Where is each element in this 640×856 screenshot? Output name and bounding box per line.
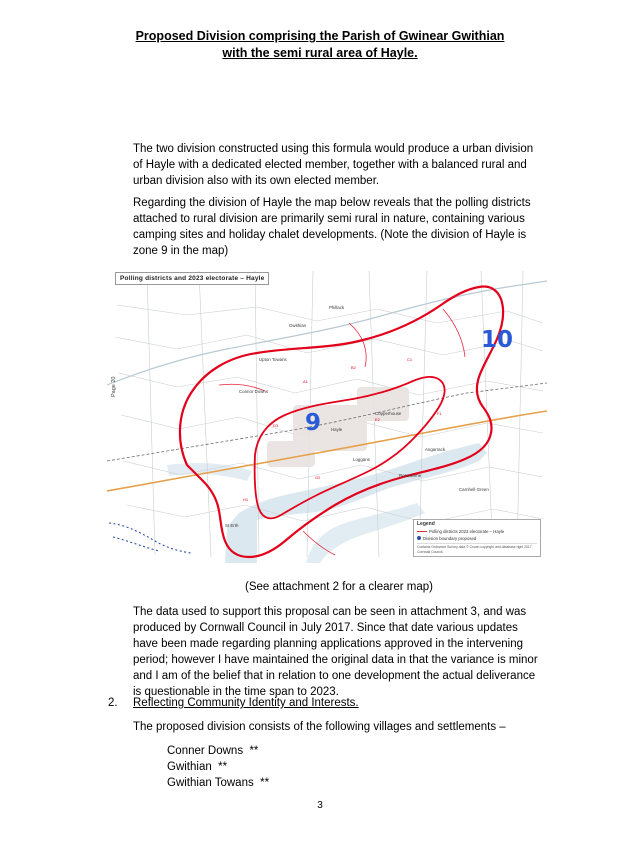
svg-text:A1: A1 (303, 379, 308, 384)
paragraph-4-text: The proposed division consists of the following villages and settlements – (133, 721, 506, 733)
legend-item-2: Division boundary proposed (423, 535, 477, 541)
svg-text:E2: E2 (375, 417, 380, 422)
list-item: Gwithian ** (167, 761, 228, 773)
svg-text:Phillack: Phillack (329, 305, 345, 310)
paragraph-2 (133, 195, 545, 271)
svg-text:Gwithian: Gwithian (289, 323, 307, 328)
legend-footer: Contains Ordnance Survey data © Crown copyright and database right 2017. Cornwall Council. (417, 543, 537, 554)
svg-text:G2: G2 (315, 475, 321, 480)
paragraph-1 (133, 141, 545, 201)
svg-text:Carnhell Green: Carnhell Green (459, 487, 489, 492)
list-item: Gwithian Towans ** (167, 777, 270, 789)
legend-title: Legend (417, 520, 435, 527)
svg-text:B2: B2 (351, 365, 356, 370)
section-heading-text: Reflecting Community Identity and Interests. (133, 697, 359, 709)
page-number: 3 (317, 800, 323, 811)
svg-text:Connor Downs: Connor Downs (239, 389, 269, 394)
map-title-label: Polling districts and 2023 electorate – Hayle (115, 272, 269, 285)
map-figure (106, 264, 548, 564)
villages-list (167, 743, 269, 791)
legend-item-1: Polling districts 2023 electorate – Hayle (429, 529, 505, 535)
svg-text:C1: C1 (407, 357, 413, 362)
svg-text:D3: D3 (273, 423, 279, 428)
zone-label-10: 10 (481, 327, 514, 353)
document-page (0, 28, 640, 856)
legend-row-boundary (417, 529, 537, 535)
svg-text:Upton Towans: Upton Towans (259, 357, 287, 362)
legend-line-swatch-icon (417, 531, 427, 532)
svg-text:H1: H1 (243, 497, 249, 502)
list-item: Conner Downs ** (167, 745, 259, 757)
svg-text:Hayle: Hayle (331, 427, 343, 432)
paragraph-2-text: Regarding the division of Hayle the map below reveals that the polling districts attached to rural division are primarily semi rural in nature, containing various camping sites and holiday chalet developments. (Note the division of Hayle is zone 9 in the map) (133, 197, 531, 257)
page-title (85, 28, 555, 62)
map-side-note: Page 20 (111, 376, 117, 397)
svg-text:Loggans: Loggans (353, 457, 370, 462)
map-caption: (See attachment 2 for a clearer map) (245, 581, 433, 593)
paragraph-1-text: The two division constructed using this formula would produce a urban division of Hayle with a dedicated elected member, together with a balanced rural and urban division also with its own elected member. (133, 143, 534, 187)
zone-label-9: 9 (305, 410, 322, 436)
section-number: 2. (108, 697, 118, 709)
svg-text:Copperhouse: Copperhouse (375, 411, 402, 416)
page-title-line1: Proposed Division comprising the Parish of Gwinear Gwithian (135, 29, 505, 43)
paragraph-3-text: The data used to support this proposal can be seen in attachment 3, and was produced by Cornwall Council in July 2017. Since that date various updates have been made regarding planning applications approved in the intervening period; however I have maintained the original data in that the variance is minor and I am of the belief that in relation to one development the actual deliverance is questionable in the time span to 2023. (133, 606, 538, 698)
map-legend (413, 519, 541, 557)
section-heading-2 (108, 695, 548, 711)
page-title-line2: with the semi rural area of Hayle. (222, 46, 418, 60)
svg-text:Rosewarne: Rosewarne (399, 473, 422, 478)
legend-row-point (417, 536, 537, 542)
legend-dot-swatch-icon (417, 536, 421, 540)
svg-text:St Erth: St Erth (225, 523, 239, 528)
svg-text:F1: F1 (437, 411, 442, 416)
svg-text:Angarrack: Angarrack (425, 447, 446, 452)
